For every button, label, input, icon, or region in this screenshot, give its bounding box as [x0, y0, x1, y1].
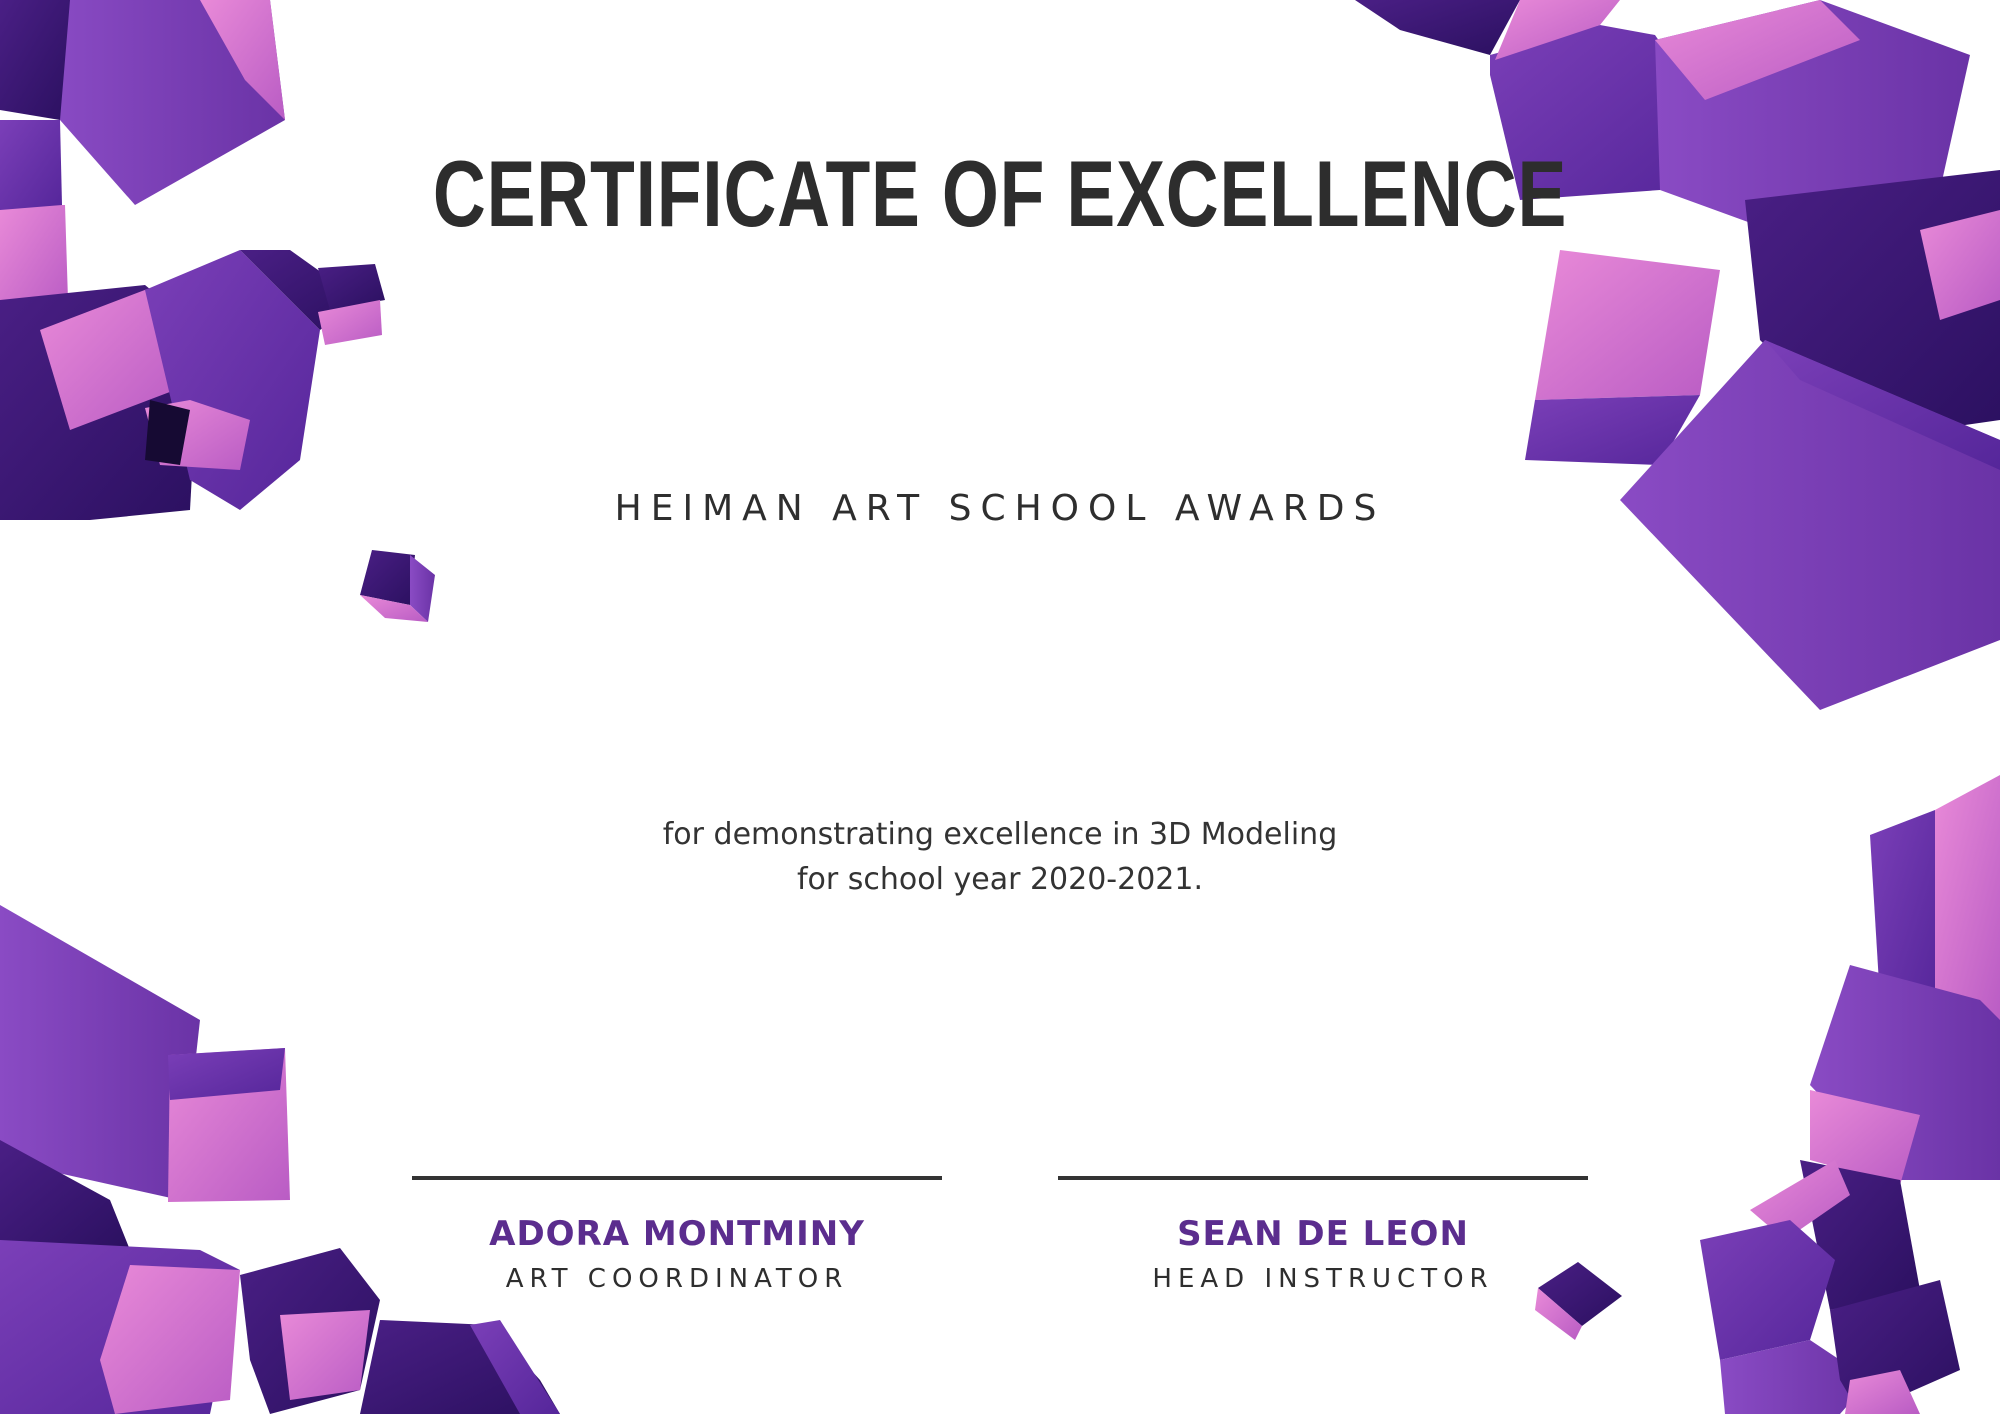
description-line-1: for demonstrating excellence in 3D Modeling	[662, 817, 1338, 852]
signatory-name: ADORA MONTMINY	[489, 1214, 865, 1254]
signature-line	[412, 1176, 942, 1180]
signature-block-right	[1058, 1176, 1588, 1294]
awards-subtitle: HEIMAN ART SCHOOL AWARDS	[614, 488, 1386, 529]
top-right-cubes	[1355, 0, 2000, 710]
certificate-title: CERTIFICATE OF EXCELLENCE	[432, 141, 1568, 246]
signatory-role: ART COORDINATOR	[505, 1264, 849, 1294]
signature-line	[1058, 1176, 1588, 1180]
certificate-description	[0, 812, 2000, 902]
bottom-left-cubes	[0, 905, 560, 1414]
description-line-2: for school year 2020-2021.	[796, 862, 1204, 897]
signatory-name: SEAN DE LEON	[1177, 1214, 1469, 1254]
signature-block-left	[412, 1176, 942, 1294]
signatory-role: HEAD INSTRUCTOR	[1152, 1264, 1494, 1294]
